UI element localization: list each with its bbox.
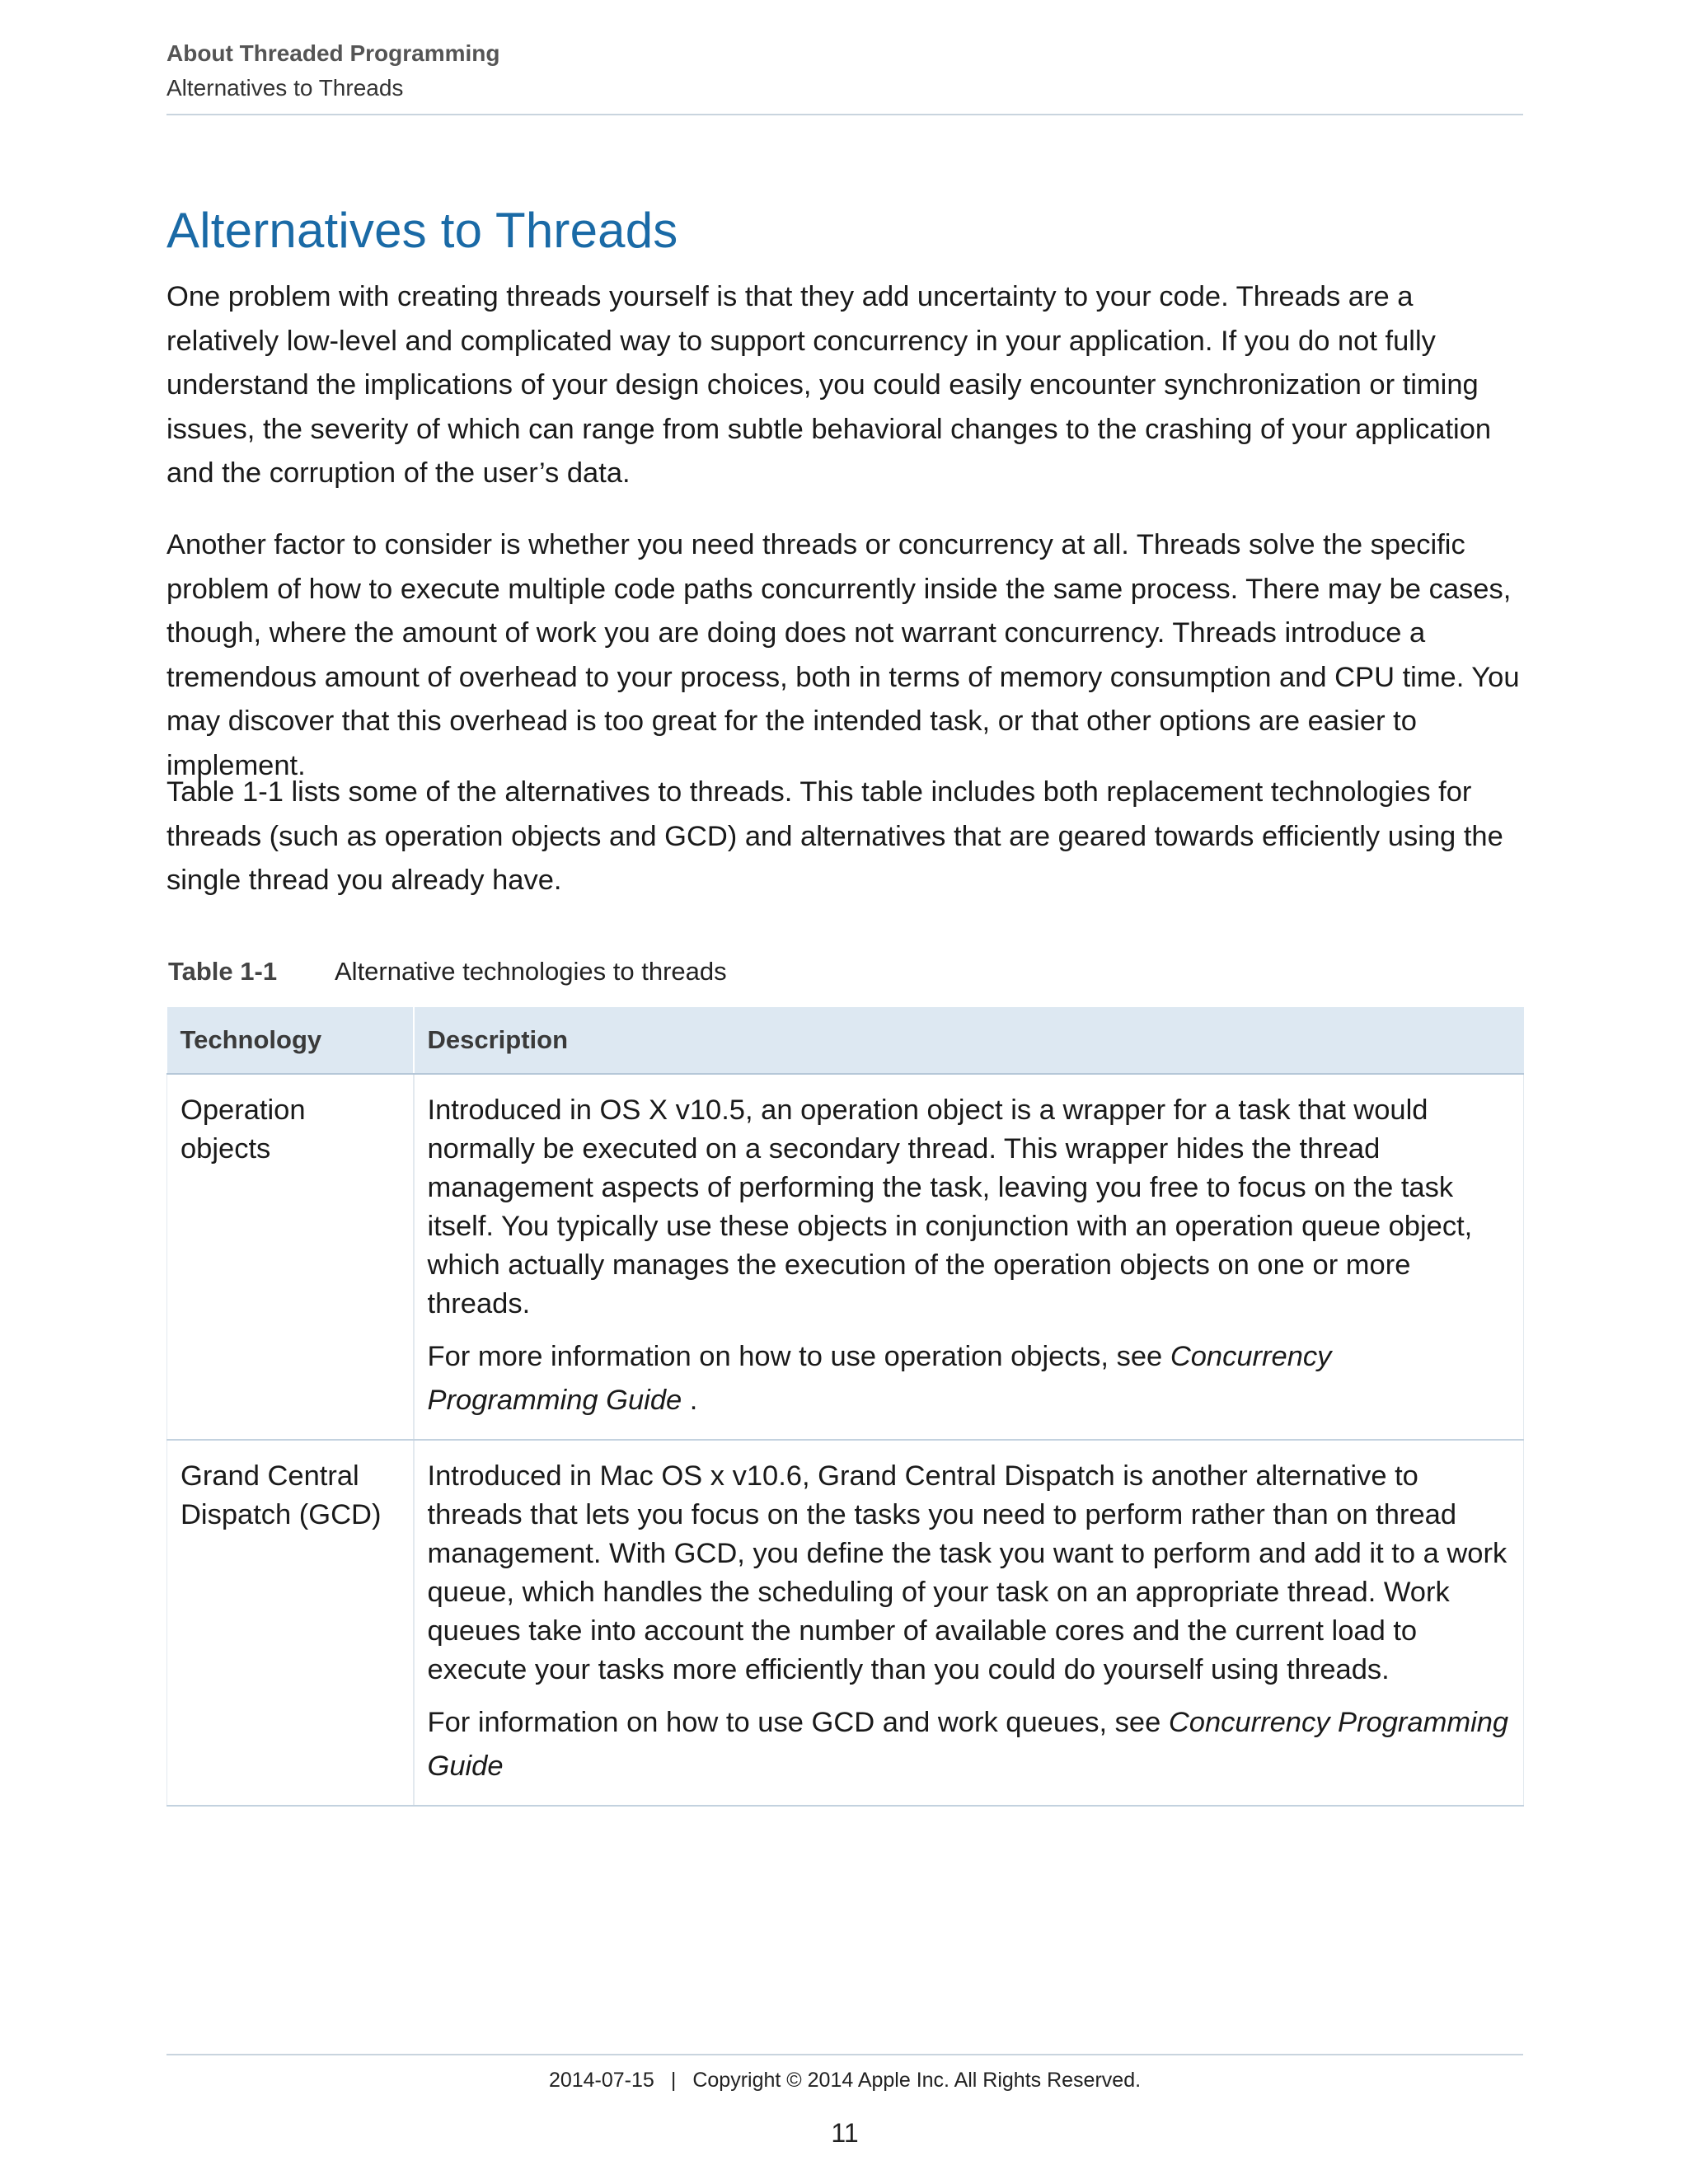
paragraph-1: One problem with creating threads yourself is that they add uncertainty to your code. Threads are a relatively low-level and complicated way to support concurrency in your application. If you do not fully understand the implications of your design choices, you could easily encounter synchronization or timing issues, the severity of which can range from subtle behavioral changes to the crashing of your application and the corruption of the user’s data. — [166, 281, 1492, 490]
table-caption-number: Table 1-1 — [168, 957, 278, 986]
table-row — [167, 1440, 1524, 1806]
footer-separator: | — [670, 2069, 677, 2092]
column-header-technology: Technology — [167, 1007, 414, 1074]
section-breadcrumb: Alternatives to Threads — [166, 75, 404, 101]
guide-reference: Concurrency Programming Guide — [427, 1341, 1332, 1416]
paragraph-2: Another factor to consider is whether you need threads or concurrency at all. Threads solve the specific problem of how to execute multiple code paths concurrently inside the same process. There may be cases, though, where the amount of work you are doing does not warrant concurrency. Threads introduce a tremendous amount of overhead to your process, both in terms of memory consumption and CPU time. You may discover that this overhead is too great for the intended task, or that other options are easier to implement. — [166, 529, 1520, 781]
footer-date: 2014-07-15 — [548, 2069, 654, 2092]
table-row — [167, 1074, 1524, 1440]
more-info-prefix: For more information on how to use operation objects, see — [427, 1341, 1170, 1372]
guide-reference: Concurrency Programming Guide — [427, 1707, 1509, 1782]
description-cell — [414, 1440, 1524, 1806]
table-header-row — [167, 1007, 1524, 1074]
footer-copyright: Copyright © 2014 Apple Inc. All Rights Reserved. — [692, 2069, 1142, 2092]
table-caption — [168, 955, 727, 988]
page-title: Alternatives to Threads — [166, 203, 678, 258]
running-header — [166, 38, 1523, 115]
table-caption-text: Alternative technologies to threads — [335, 957, 727, 986]
description-cell — [414, 1074, 1524, 1440]
more-info-prefix: For information on how to use GCD and work queues, see — [427, 1707, 1169, 1738]
footer-divider — [166, 2054, 1523, 2055]
technology-cell: Operation objects — [167, 1074, 414, 1440]
description-text: Introduced in Mac OS x v10.6, Grand Central Dispatch is another alternative to threads that lets you focus on the tasks you need to perform rather than on thread management. With GCD, you define the task you want to perform and add it to a work queue, which handles the scheduling of your task on an appropriate thread. Work queues take into account the number of available cores and the current load to execute your tasks more efficiently than you could do yourself using threads. — [427, 1460, 1507, 1685]
chapter-title: About Threaded Programming — [166, 40, 500, 66]
paragraph-3: Table 1-1 lists some of the alternatives to threads. This table includes both replacement technologies for threads (such as operation objects and GCD) and alternatives that are geared towards efficiently using the single thread you already have. — [166, 776, 1503, 897]
more-info-text — [428, 1701, 1511, 1788]
alternatives-table — [166, 1007, 1524, 1807]
column-header-description: Description — [414, 1007, 1524, 1074]
page-number: 11 — [831, 2118, 859, 2148]
description-text: Introduced in OS X v10.5, an operation object is a wrapper for a task that would normally be executed on a secondary thread. This wrapper hides the thread management aspects of performing the task, leaving you free to focus on the task itself. You typically use these objects in conjunction with an operation queue object, which actually manages the execution of the operation objects on one or more threads. — [427, 1094, 1473, 1319]
more-info-suffix: . — [682, 1385, 698, 1416]
footer — [166, 2066, 1523, 2094]
more-info-text — [428, 1335, 1511, 1422]
technology-cell: Grand Central Dispatch (GCD) — [167, 1440, 414, 1806]
